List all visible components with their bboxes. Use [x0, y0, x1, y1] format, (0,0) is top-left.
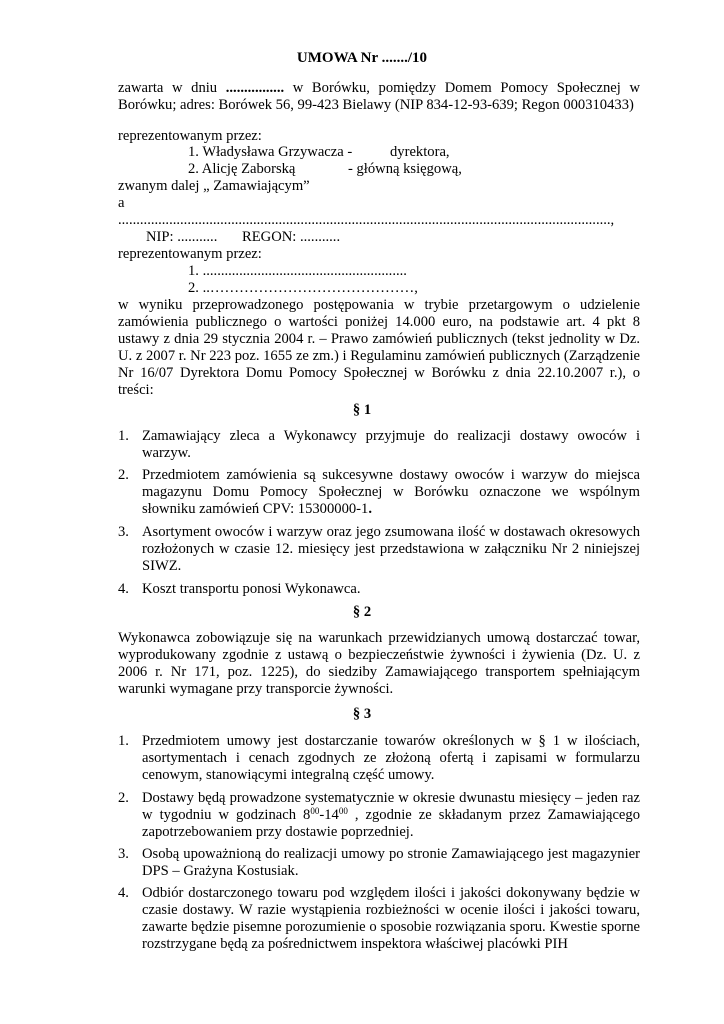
item-text-rest: , zgodnie ze składanym przez Zamawiającego zapotrzebowaniem przy dostawie poprzedniej.	[142, 807, 640, 840]
person-2-name: 2. Alicję Zaborską	[188, 161, 296, 177]
item-text: Przedmiotem umowy jest dostarczanie towarów określonych w § 1 w ilościach, asortymentach i cenach zgodnych ze złożoną ofertą i zapisami w formularzu cenowym, stanowiącymi integralną część umowy.	[142, 733, 640, 783]
item-number: 3.	[118, 846, 129, 862]
person-2-role: - główną księgową,	[348, 161, 462, 177]
item-number: 2.	[118, 790, 129, 806]
item-number: 1.	[118, 428, 129, 444]
section-3-item	[118, 733, 640, 784]
section-3-heading: § 3	[352, 706, 372, 722]
contractor-nip: NIP: ...........	[146, 229, 218, 245]
ordering-party-alias: zwanym dalej „ Zamawiającym”	[118, 178, 310, 194]
person-1-role: dyrektora,	[390, 144, 450, 160]
section-1-item	[118, 428, 640, 462]
item-text: Koszt transportu ponosi Wykonawca.	[142, 581, 361, 597]
person-1-name: 1. Władysława Grzywacza -	[188, 144, 353, 160]
item-text: Odbiór dostarczonego towaru pod względem ilości i jakości dokonywany będzie w czasie dostawy. W razie wystąpienia rozbieżności w ocenie ilości i jakości towaru, zawarte będzie pisemne porozumienie o sposobie rozwiązania sporu. Kwestie sporne rozstrzygane będą za pośrednictwem inspektora właściwej placówki PIH	[142, 885, 640, 952]
contract-title: UMOWA Nr ......./10	[296, 50, 428, 66]
item-number: 2.	[118, 467, 129, 483]
section-2-paragraph: Wykonawca zobowiązuje się na warunkach przewidzianych umową dostarczać towar, wyprodukowany zgodnie z ustawą o bezpieczeństwie żywności i żywienia (Dz. U. z 2006 r. Nr 171, poz. 1225), do siedziby Zamawiającego transportem spełniającym warunki wymagane przy transporcie żywności.	[118, 630, 640, 697]
intro-rest: w Borówku, pomiędzy Domem Pomocy Społecznej w Borówku; adres: Borówek 56, 99-423 Bielawy (NIP 834-12-93-639; Regon 000310433)	[118, 80, 641, 113]
contractor-represented-by-label: reprezentowanym przez:	[118, 246, 262, 262]
hour-range-separator: -14	[319, 807, 339, 823]
item-number: 4.	[118, 885, 129, 901]
item-text	[142, 790, 640, 841]
section-1-item	[118, 581, 640, 598]
and-conjunction: a	[118, 195, 125, 211]
hour-start-superscript: 00	[310, 806, 320, 816]
item-text-main: Dostawy będą prowadzone systematycznie w okresie dwunastu miesięcy – jeden raz w tygodniu w godzinach 8	[142, 790, 640, 823]
item-text-period: .	[368, 501, 372, 517]
section-3-item	[118, 846, 640, 880]
hour-end-superscript: 00	[338, 806, 348, 816]
item-text: Zamawiający zleca a Wykonawcy przyjmuje do realizacji dostawy owoców i warzyw.	[142, 428, 640, 461]
contractor-name-placeholder: .......................................................................................................................................,	[118, 212, 615, 228]
section-1-item	[118, 524, 640, 575]
section-1-item	[118, 467, 640, 518]
contractor-rep-2: 2. ..……………………………………,	[188, 280, 418, 296]
section-1-heading: § 1	[352, 402, 372, 418]
contractor-rep-1: 1. ........................................................	[188, 263, 407, 279]
item-number: 4.	[118, 581, 129, 597]
item-number: 1.	[118, 733, 129, 749]
intro-prefix: zawarta w dniu	[118, 80, 226, 96]
item-text-main: Przedmiotem zamówienia są sukcesywne dostawy owoców i warzyw do miejsca magazynu Domu Pomocy Społecznej w Borówku oznaczone we wspólnym słowniku zamówień CPV: 15300000-1	[142, 467, 640, 517]
legal-basis-paragraph: w wyniku przeprowadzonego postępowania w trybie przetargowym o udzielenie zamówienia publicznego o wartości poniżej 14.000 euro, na podstawie art. 4 pkt 8 ustawy z dnia 29 stycznia 2004 r. – Prawo zamówień publicznych (tekst jednolity w Dz. U. z 2007 r. Nr 223 poz. 1655 ze zm.) i Regulaminu zamówień publicznych (Zarządzenie Nr 16/07 Dyrektora Domu Pomocy Społecznej w Borówku z dnia 22.10.2007 r.), o treści:	[118, 297, 640, 398]
represented-by-label: reprezentowanym przez:	[118, 128, 262, 144]
item-number: 3.	[118, 524, 129, 540]
item-text	[142, 467, 640, 518]
section-2-heading: § 2	[352, 604, 372, 620]
intro-paragraph	[118, 80, 640, 114]
item-text: Asortyment owoców i warzyw oraz jego zsumowana ilość w dostawach okresowych rozłożonych w czasie 12. miesięcy jest przedstawiona w załączniku Nr 2 niniejszej SIWZ.	[142, 524, 640, 574]
date-placeholder: ................	[225, 80, 285, 96]
item-text: Osobą upoważnioną do realizacji umowy po stronie Zamawiającego jest magazynier DPS – Grażyna Kostusiak.	[142, 846, 640, 879]
section-3-item	[118, 885, 640, 953]
section-3-item	[118, 790, 640, 841]
contractor-regon: REGON: ...........	[242, 229, 341, 245]
